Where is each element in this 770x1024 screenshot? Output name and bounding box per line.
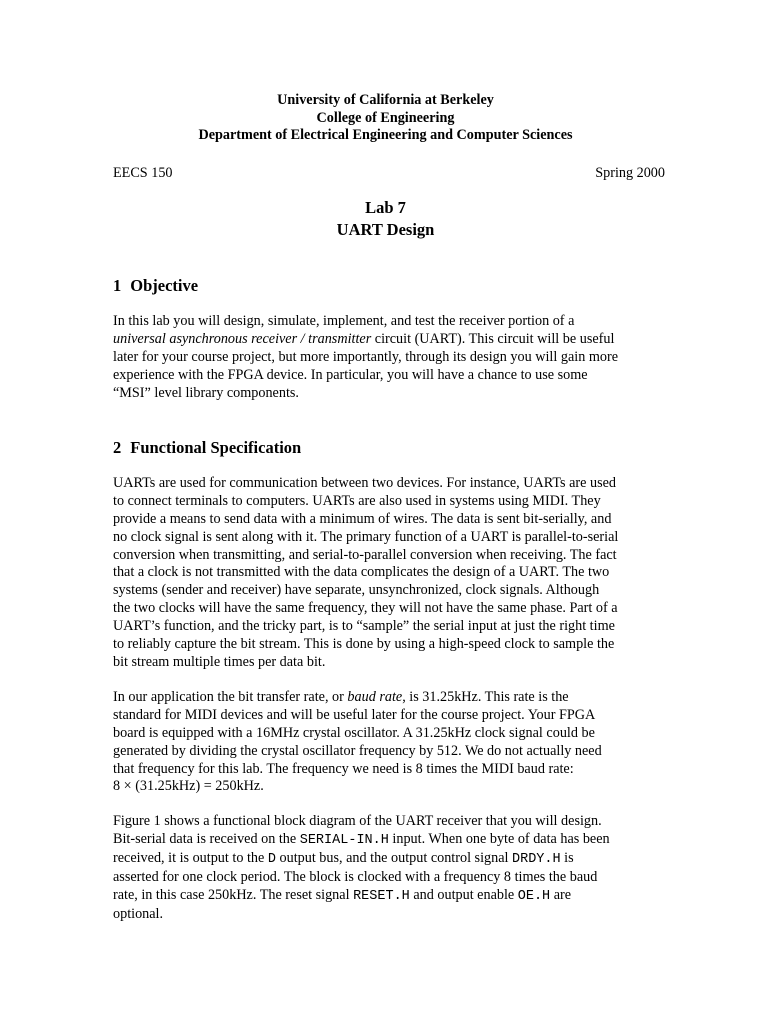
department-name: Department of Electrical Engineering and Computer Sciences [198,127,573,143]
paragraph-line: experience with the FPGA device. In particular, you will have a chance to use some [113,367,588,384]
paragraph-line [113,887,658,906]
paragraph-line: “MSI” level library components. [113,385,299,402]
course-code: EECS 150 [113,164,173,181]
spec-paragraph-3 [113,813,658,923]
line-text: rate, in this case 250kHz. The reset signal [113,886,354,903]
line-text: input. When one byte of data has been [388,831,610,848]
paragraph-line: to connect terminals to computers. UARTs are also used in systems using MIDI. They [113,492,601,509]
signal-name: RESET.H [353,888,410,904]
course-line [113,165,665,183]
lab-name: UART Design [336,220,435,240]
section-number: 1 [113,276,122,296]
university-name: University of California at Berkeley [277,92,494,108]
line-text: is [560,850,574,867]
line-text: are [550,886,572,903]
paragraph-line: UART’s function, and the tricky part, is to “sample” the serial input at just the right time [113,618,615,635]
lab-number: Lab 7 [365,198,406,218]
paragraph-line: provide a means to send data with a minimum of wires. The data is sent bit-serially, and [113,510,612,527]
signal-name: DRDY.H [512,852,561,868]
paragraph-line: asserted for one clock period. The block is clocked with a frequency 8 times the baud [113,869,598,886]
document-page [113,92,665,924]
line-text: Bit-serial data is received on the [113,831,300,848]
paragraph-line: In this lab you will design, simulate, implement, and test the receiver portion of a [113,313,575,330]
paragraph-line [113,850,658,869]
section-heading-functional-spec [113,438,658,458]
paragraph-line [113,689,658,707]
paragraph-line: conversion when transmitting, and serial-to-parallel conversion when receiving. The fact [113,546,617,563]
paragraph-line [113,831,658,850]
italic-term: baud rate [347,688,403,705]
signal-name: SERIAL-IN.H [299,833,389,849]
spec-paragraph-2 [113,689,658,796]
line-text: circuit (UART). This circuit will be useful [371,331,615,348]
spec-paragraph-1 [113,475,658,672]
section-number: 2 [113,437,122,457]
line-text: In our application the bit transfer rate, or [113,688,348,705]
document-header [113,92,658,145]
college-name: College of Engineering [316,109,455,126]
paragraph-line: UARTs are used for communication between two devices. For instance, UARTs are used [113,474,616,491]
objective-paragraph [113,313,658,403]
paragraph-line: no clock signal is sent along with it. The primary function of a UART is parallel-to-serial [113,528,619,545]
paragraph-line: that frequency for this lab. The frequency we need is 8 times the MIDI baud rate: [113,760,574,777]
line-text: and output enable [409,886,518,903]
course-term: Spring 2000 [595,164,665,181]
paragraph-line: board is equipped with a 16MHz crystal oscillator. A 31.25kHz clock signal could be [113,724,595,741]
line-text: received, it is output to the [113,850,268,867]
line-text: , is 31.25kHz. This rate is the [402,688,569,705]
paragraph-line: Figure 1 shows a functional block diagram of the UART receiver that you will design. [113,813,602,830]
paragraph-line: optional. [113,905,164,922]
paragraph-line: 8 × (31.25kHz) = 250kHz. [113,778,264,795]
paragraph-line: bit stream multiple times per data bit. [113,654,326,670]
paragraph-line: the two clocks will have the same frequency, they will not have the same phase. Part of a [113,600,618,617]
paragraph-line [113,331,658,349]
signal-name: OE.H [517,888,551,904]
paragraph-line: that a clock is not transmitted with the data complicates the design of a UART. The two [113,564,610,581]
paragraph-line: systems (sender and receiver) have separate, unsynchronized, clock signals. Although [113,582,600,599]
paragraph-line: to reliably capture the bit stream. This is done by using a high-speed clock to sample the [113,636,615,653]
italic-term: universal asynchronous receiver / transmitter [113,331,372,348]
section-title: Objective [130,276,199,296]
paragraph-line: generated by dividing the crystal oscillator frequency by 512. We do not actually need [113,742,602,759]
lab-title [113,197,658,241]
section-title: Functional Specification [130,437,302,457]
paragraph-line: later for your course project, but more importantly, through its design you will gain more [113,349,618,366]
line-text: output bus, and the output control signal [275,850,512,867]
paragraph-line: standard for MIDI devices and will be useful later for the course project. Your FPGA [113,706,596,723]
signal-name: D [267,852,276,868]
section-heading-objective [113,276,658,296]
